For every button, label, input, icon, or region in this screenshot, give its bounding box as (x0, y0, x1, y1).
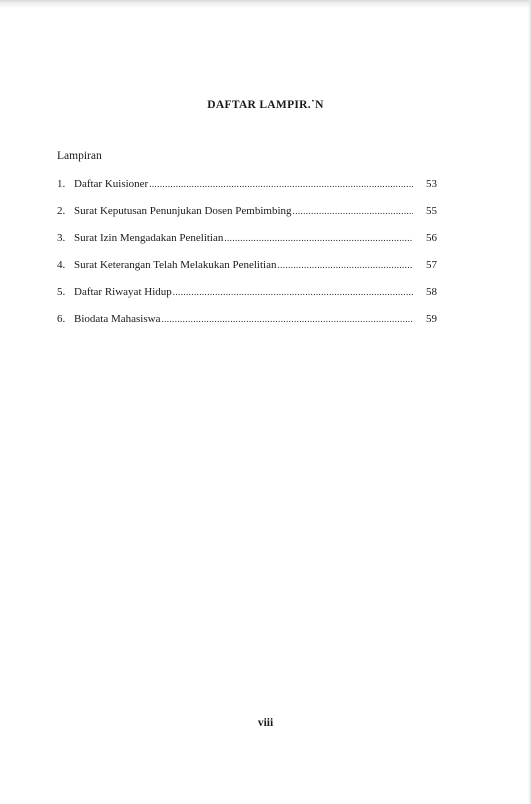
toc-item-number: 4. (57, 259, 66, 271)
toc-item-number: 3. (57, 232, 66, 244)
toc-item-title: Biodata Mahasiswa (74, 313, 161, 325)
dot-leader (161, 314, 413, 324)
toc-item-page: 55 (426, 205, 437, 217)
section-label: Lampiran (57, 150, 102, 162)
toc-item-title: Daftar Riwayat Hidup (74, 286, 172, 298)
scan-edge-shadow (0, 0, 531, 8)
toc-item-page: 58 (426, 286, 437, 298)
toc-row-2 (57, 205, 437, 232)
toc-item-page: 56 (426, 232, 437, 244)
toc-row-1 (57, 178, 437, 205)
dot-leader (277, 260, 413, 270)
dot-leader (149, 179, 413, 189)
dot-leader (224, 233, 413, 243)
toc-row-4 (57, 259, 437, 286)
toc-item-title: Surat Keputusan Penunjukan Dosen Pembimbing (74, 205, 292, 217)
page-number: viii (257, 717, 274, 729)
toc-item-page: 57 (426, 259, 437, 271)
toc-item-title: Surat Keterangan Telah Melakukan Penelitian (74, 259, 277, 271)
toc-item-page: 53 (426, 178, 437, 190)
toc-item-number: 5. (57, 286, 66, 298)
toc-item-title: Daftar Kuisioner (74, 178, 149, 190)
table-of-contents (57, 178, 437, 340)
dot-leader (173, 287, 413, 297)
page-title: DAFTAR LAMPIR.˙N (207, 99, 324, 111)
toc-item-number: 1. (57, 178, 66, 190)
toc-row-5 (57, 286, 437, 313)
toc-row-3 (57, 232, 437, 259)
toc-item-number: 6. (57, 313, 66, 325)
toc-row-6 (57, 313, 437, 340)
toc-item-page: 59 (426, 313, 437, 325)
toc-item-number: 2. (57, 205, 66, 217)
dot-leader (293, 206, 413, 216)
toc-item-title: Surat Izin Mengadakan Penelitian (74, 232, 224, 244)
